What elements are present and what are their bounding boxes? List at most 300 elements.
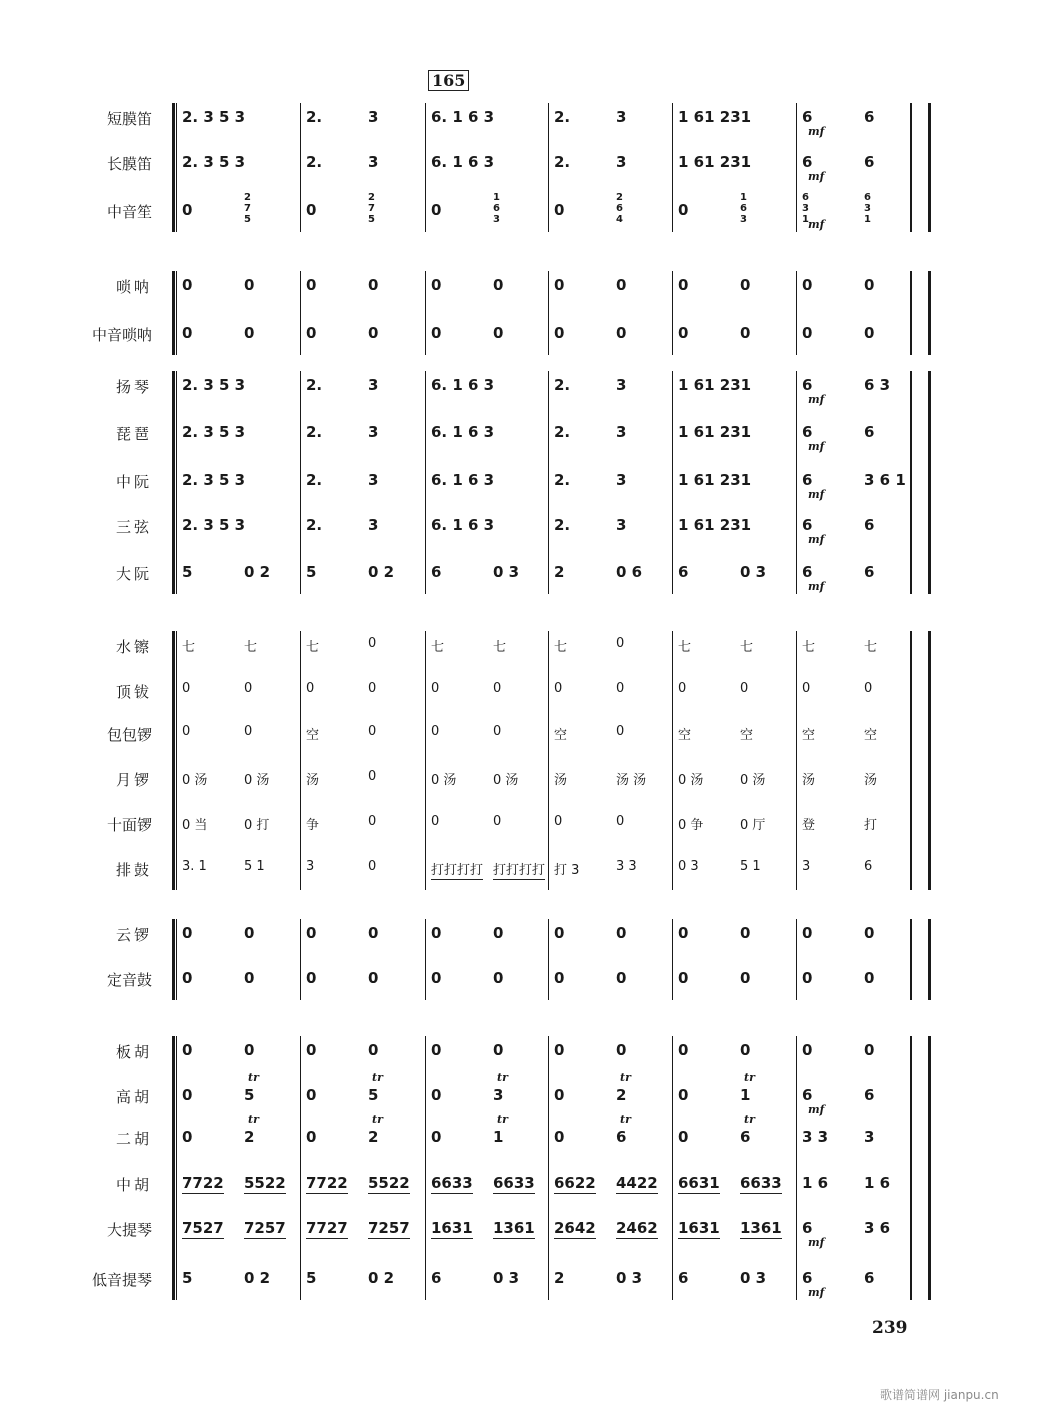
final-barline-thick [928, 919, 931, 1000]
note-cell: 5522 [368, 1174, 410, 1192]
barline [425, 1036, 426, 1300]
instrument-label: 长膜笛 [106, 155, 152, 173]
note-cell: 6 [431, 563, 442, 581]
instrument-label: 大提琴 [106, 1221, 152, 1239]
note-cell: 2. [554, 153, 571, 171]
group-bracket [172, 631, 175, 890]
note-cell: 1 61 231 [678, 376, 752, 394]
note-cell: 6 [864, 516, 875, 534]
trill-mark: tr [744, 1071, 755, 1084]
barline [548, 103, 549, 232]
dynamic-mark-mf: mf [808, 533, 825, 546]
note-cell: 3 [368, 423, 379, 441]
note-cell: 6 [802, 153, 813, 171]
barline [672, 1036, 673, 1300]
note-cell: 3 3 [802, 1128, 829, 1146]
trill-mark: tr [497, 1113, 508, 1126]
note-cell: 6633 [431, 1174, 473, 1192]
dynamic-mark-mf: mf [808, 1103, 825, 1116]
note-cell: 0 [616, 681, 625, 696]
note-cell: 0 [182, 969, 193, 987]
note-cell: 0 [431, 924, 442, 942]
note-cell: 1 [740, 1086, 751, 1104]
note-cell: 7257 [244, 1219, 286, 1237]
note-cell: 1 61 231 [678, 423, 752, 441]
note-cell: 6 3 [864, 376, 891, 394]
note-cell: 0 汤 [182, 773, 208, 788]
note-cell: 0 [864, 924, 875, 942]
dynamic-mark-mf: mf [808, 440, 825, 453]
note-cell: 2 [554, 563, 565, 581]
note-cell: 0 [864, 324, 875, 342]
note-cell: 1 6 3 [740, 192, 747, 225]
note-cell: 6 [864, 563, 875, 581]
barline [300, 919, 301, 1000]
dynamic-mark-mf: mf [808, 170, 825, 183]
note-cell: 0 [306, 276, 317, 294]
dynamic-mark-mf: mf [808, 125, 825, 138]
note-cell: 1361 [493, 1219, 535, 1237]
note-cell: 0 [244, 276, 255, 294]
note-cell: 6 [678, 1269, 689, 1287]
note-cell: 0 [244, 969, 255, 987]
trill-mark: tr [497, 1071, 508, 1084]
note-cell: 2. 3 5 3 [182, 108, 246, 126]
note-cell: 0 [740, 924, 751, 942]
note-cell: 0 [368, 681, 377, 696]
note-cell: 0 当 [182, 818, 208, 833]
note-cell: 5 [306, 563, 317, 581]
barline [425, 271, 426, 355]
note-cell: 1 [493, 1128, 504, 1146]
note-cell: 6633 [740, 1174, 782, 1192]
note-cell: 2. 3 5 3 [182, 423, 246, 441]
note-cell: 3 6 1 [864, 471, 906, 489]
note-cell: 汤 [864, 773, 878, 788]
note-cell: 7527 [182, 1219, 224, 1237]
note-cell: 3 [493, 1086, 504, 1104]
note-cell: 6. 1 6 3 [431, 423, 495, 441]
note-cell: 0 [740, 276, 751, 294]
note-cell: 1631 [431, 1219, 473, 1237]
note-cell: 0 [554, 924, 565, 942]
barline [672, 103, 673, 232]
barline [672, 631, 673, 890]
note-cell: 5 [182, 1269, 193, 1287]
final-barline-thick [928, 1036, 931, 1300]
barline [796, 1036, 797, 1300]
note-cell: 0 [368, 276, 379, 294]
note-cell: 3 [368, 516, 379, 534]
barline [796, 919, 797, 1000]
rehearsal-mark: 165 [428, 70, 469, 91]
note-cell: 3 [616, 108, 627, 126]
group-bracket [172, 271, 175, 355]
note-cell: 0 [554, 1128, 565, 1146]
note-cell: 3 [616, 376, 627, 394]
note-cell: 空 [554, 728, 568, 743]
watermark: 歌谱简谱网 jianpu.cn [880, 1388, 999, 1402]
note-cell: 0 [306, 1086, 317, 1104]
page-number: 239 [872, 1318, 908, 1338]
note-cell: 0 汤 [493, 773, 519, 788]
note-cell: 6 3 1 [802, 192, 809, 225]
instrument-label: 十面锣 [106, 816, 152, 834]
note-cell: 0 [864, 681, 873, 696]
note-cell: 3. 1 [182, 859, 207, 874]
barline [548, 271, 549, 355]
dynamic-mark-mf: mf [808, 218, 825, 231]
note-cell: 0 [431, 724, 440, 739]
note-cell: 2. [554, 108, 571, 126]
note-cell: 0 [678, 201, 689, 219]
note-cell: 6. 1 6 3 [431, 376, 495, 394]
note-cell: 0 [493, 924, 504, 942]
note-cell: 0 [554, 324, 565, 342]
instrument-label: 二胡 [115, 1130, 152, 1148]
note-cell: 3 6 [864, 1219, 891, 1237]
note-cell: 2. 3 5 3 [182, 516, 246, 534]
note-cell: 0 [368, 969, 379, 987]
note-cell: 2642 [554, 1219, 596, 1237]
note-cell: 0 [678, 681, 687, 696]
note-cell: 3 [802, 859, 811, 874]
note-cell: 6 [616, 1128, 627, 1146]
barline [672, 371, 673, 594]
barline [796, 371, 797, 594]
note-cell: 6 [802, 108, 813, 126]
barline [796, 631, 797, 890]
instrument-label: 琵琶 [115, 425, 152, 443]
note-cell: 0 [182, 1128, 193, 1146]
note-cell: 1 61 231 [678, 471, 752, 489]
barline [548, 919, 549, 1000]
note-cell: 0 [182, 724, 191, 739]
instrument-label: 中音笙 [106, 203, 152, 221]
barline [300, 103, 301, 232]
barline [176, 1036, 177, 1300]
note-cell: 6 [864, 1269, 875, 1287]
instrument-label: 云锣 [115, 926, 152, 944]
note-cell: 0 [864, 969, 875, 987]
note-cell: 6. 1 6 3 [431, 108, 495, 126]
note-cell: 0 2 [368, 563, 395, 581]
note-cell: 0 [616, 324, 627, 342]
note-cell: 6 [678, 563, 689, 581]
note-cell: 0 3 [740, 563, 767, 581]
note-cell: 0 [493, 724, 502, 739]
note-cell: 2. [554, 376, 571, 394]
instrument-label: 低音提琴 [91, 1271, 152, 1289]
note-cell: 6633 [493, 1174, 535, 1192]
final-barline-thick [928, 631, 931, 890]
note-cell: 0 [554, 276, 565, 294]
note-cell: 0 汤 [431, 773, 457, 788]
barline [548, 371, 549, 594]
dynamic-mark-mf: mf [808, 580, 825, 593]
note-cell: 2. [306, 516, 323, 534]
note-cell: 0 争 [678, 818, 704, 833]
note-cell: 2. [554, 423, 571, 441]
note-cell: 1631 [678, 1219, 720, 1237]
note-cell: 5522 [244, 1174, 286, 1192]
note-cell: 0 [493, 814, 502, 829]
note-cell: 0 [802, 924, 813, 942]
note-cell: 6. 1 6 3 [431, 471, 495, 489]
barline [796, 103, 797, 232]
note-cell: 0 [493, 681, 502, 696]
group-bracket [172, 371, 175, 594]
note-cell: 0 [554, 1041, 565, 1059]
note-cell: 6 [864, 859, 873, 874]
note-cell: 0 [244, 324, 255, 342]
note-cell: 0 [616, 636, 625, 651]
note-cell: 2. 3 5 3 [182, 376, 246, 394]
note-cell: 0 汤 [244, 773, 270, 788]
note-cell: 0 [368, 859, 377, 874]
note-cell: 空 [306, 728, 320, 743]
note-cell: 0 [431, 201, 442, 219]
trill-mark: tr [248, 1113, 259, 1126]
note-cell: 3 [616, 471, 627, 489]
note-cell: 1 61 231 [678, 516, 752, 534]
note-cell: 七 [493, 640, 507, 655]
barline [425, 919, 426, 1000]
note-cell: 汤 [306, 773, 320, 788]
note-cell: 2. [306, 423, 323, 441]
instrument-label: 水镲 [115, 638, 152, 656]
note-cell: 7722 [306, 1174, 348, 1192]
note-cell: 0 [368, 324, 379, 342]
note-cell: 5 [306, 1269, 317, 1287]
note-cell: 0 [182, 681, 191, 696]
note-cell: 1 6 3 [493, 192, 500, 225]
barline [300, 271, 301, 355]
note-cell: 七 [182, 640, 196, 655]
note-cell: 0 [740, 1041, 751, 1059]
note-cell: 0 [678, 1041, 689, 1059]
note-cell: 0 [616, 724, 625, 739]
dynamic-mark-mf: mf [808, 1236, 825, 1249]
note-cell: 0 [493, 1041, 504, 1059]
note-cell: 0 [306, 201, 317, 219]
note-cell: 0 [678, 924, 689, 942]
note-cell: 3 [368, 376, 379, 394]
note-cell: 0 [554, 1086, 565, 1104]
trill-mark: tr [248, 1071, 259, 1084]
note-cell: 0 [740, 324, 751, 342]
note-cell: 0 3 [616, 1269, 643, 1287]
note-cell: 0 [306, 1041, 317, 1059]
note-cell: 七 [678, 640, 692, 655]
barline [672, 271, 673, 355]
instrument-label: 中音唢呐 [91, 326, 152, 344]
note-cell: 5 [244, 1086, 255, 1104]
note-cell: 1361 [740, 1219, 782, 1237]
note-cell: 0 [678, 1086, 689, 1104]
barline [176, 919, 177, 1000]
note-cell: 1 6 [802, 1174, 829, 1192]
final-barline-thick [928, 271, 931, 355]
note-cell: 0 [493, 969, 504, 987]
barline [176, 371, 177, 594]
note-cell: 0 [554, 814, 563, 829]
note-cell: 0 [802, 324, 813, 342]
note-cell: 1 61 231 [678, 153, 752, 171]
note-cell: 6 [802, 563, 813, 581]
instrument-label: 三弦 [115, 518, 152, 536]
instrument-label: 排鼓 [115, 861, 152, 879]
barline [672, 919, 673, 1000]
final-barline [910, 1036, 912, 1300]
note-cell: 空 [740, 728, 754, 743]
note-cell: 0 汤 [740, 773, 766, 788]
note-cell: 0 [368, 724, 377, 739]
note-cell: 0 [368, 769, 377, 784]
note-cell: 3 [368, 153, 379, 171]
instrument-label: 高胡 [115, 1088, 152, 1106]
note-cell: 6 3 1 [864, 192, 871, 225]
note-cell: 0 [678, 969, 689, 987]
trill-mark: tr [744, 1113, 755, 1126]
note-cell: 0 2 [368, 1269, 395, 1287]
note-cell: 空 [864, 728, 878, 743]
note-cell: 6 [864, 1086, 875, 1104]
final-barline [910, 919, 912, 1000]
group-bracket [172, 1036, 175, 1300]
note-cell: 0 [244, 724, 253, 739]
note-cell: 6 [740, 1128, 751, 1146]
note-cell: 6 [802, 1086, 813, 1104]
note-cell: 0 [306, 324, 317, 342]
final-barline [910, 631, 912, 890]
note-cell: 6 [802, 376, 813, 394]
note-cell: 0 [616, 814, 625, 829]
note-cell: 0 [368, 814, 377, 829]
note-cell: 争 [306, 818, 320, 833]
note-cell: 七 [740, 640, 754, 655]
note-cell: 2. 3 5 3 [182, 153, 246, 171]
trill-mark: tr [372, 1071, 383, 1084]
note-cell: 0 [306, 924, 317, 942]
note-cell: 0 [306, 681, 315, 696]
note-cell: 3 [368, 108, 379, 126]
instrument-label: 中胡 [115, 1176, 152, 1194]
note-cell: 4422 [616, 1174, 658, 1192]
note-cell: 2. [554, 471, 571, 489]
note-cell: 6 [431, 1269, 442, 1287]
note-cell: 0 [431, 276, 442, 294]
note-cell: 汤 汤 [616, 773, 647, 788]
note-cell: 0 [431, 969, 442, 987]
final-barline [910, 371, 912, 594]
note-cell: 七 [554, 640, 568, 655]
note-cell: 6 [864, 108, 875, 126]
note-cell: 3 [368, 471, 379, 489]
note-cell: 0 [864, 276, 875, 294]
note-cell: 0 [554, 969, 565, 987]
note-cell: 6 [802, 516, 813, 534]
note-cell: 3 [616, 153, 627, 171]
note-cell: 6 [802, 1219, 813, 1237]
note-cell: 0 3 [678, 859, 699, 874]
note-cell: 0 [182, 1086, 193, 1104]
final-barline-thick [928, 371, 931, 594]
instrument-label: 板胡 [115, 1043, 152, 1061]
note-cell: 0 [182, 924, 193, 942]
note-cell: 0 [802, 1041, 813, 1059]
note-cell: 七 [431, 640, 445, 655]
barline [548, 1036, 549, 1300]
trill-mark: tr [372, 1113, 383, 1126]
note-cell: 0 [306, 1128, 317, 1146]
note-cell: 0 [244, 924, 255, 942]
note-cell: 2 7 5 [244, 192, 251, 225]
note-cell: 7727 [306, 1219, 348, 1237]
note-cell: 2. [306, 108, 323, 126]
note-cell: 3 [616, 423, 627, 441]
note-cell: 0 3 [740, 1269, 767, 1287]
note-cell: 0 [182, 201, 193, 219]
note-cell: 0 2 [244, 563, 271, 581]
instrument-label: 顶钹 [115, 683, 152, 701]
note-cell: 0 [740, 681, 749, 696]
note-cell: 0 [802, 276, 813, 294]
note-cell: 6 [864, 423, 875, 441]
group-bracket [172, 103, 175, 232]
barline [425, 631, 426, 890]
note-cell: 登 [802, 818, 816, 833]
instrument-label: 中阮 [115, 473, 152, 491]
note-cell: 打 3 [554, 863, 580, 878]
note-cell: 汤 [802, 773, 816, 788]
note-cell: 0 厅 [740, 818, 766, 833]
note-cell: 2 [616, 1086, 627, 1104]
note-cell: 7722 [182, 1174, 224, 1192]
note-cell: 1 6 [864, 1174, 891, 1192]
final-barline [910, 103, 912, 232]
note-cell: 2. [306, 376, 323, 394]
dynamic-mark-mf: mf [808, 488, 825, 501]
note-cell: 0 [182, 1041, 193, 1059]
note-cell: 6 [864, 153, 875, 171]
note-cell: 0 [493, 276, 504, 294]
note-cell: 0 [740, 969, 751, 987]
note-cell: 0 [554, 681, 563, 696]
note-cell: 1 61 231 [678, 108, 752, 126]
note-cell: 6 [802, 1269, 813, 1287]
barline [796, 271, 797, 355]
instrument-label: 包包锣 [106, 726, 152, 744]
note-cell: 3 3 [616, 859, 637, 874]
note-cell: 0 [616, 1041, 627, 1059]
note-cell: 0 [802, 969, 813, 987]
barline [300, 631, 301, 890]
note-cell: 打 [864, 818, 878, 833]
note-cell: 2 7 5 [368, 192, 375, 225]
note-cell: 七 [244, 640, 258, 655]
barline [425, 371, 426, 594]
note-cell: 打打打打 [431, 859, 483, 880]
note-cell: 0 [431, 1041, 442, 1059]
barline [300, 371, 301, 594]
note-cell: 7257 [368, 1219, 410, 1237]
instrument-label: 唢呐 [115, 278, 152, 296]
note-cell: 0 2 [244, 1269, 271, 1287]
note-cell: 汤 [554, 773, 568, 788]
note-cell: 0 [244, 681, 253, 696]
note-cell: 七 [864, 640, 878, 655]
